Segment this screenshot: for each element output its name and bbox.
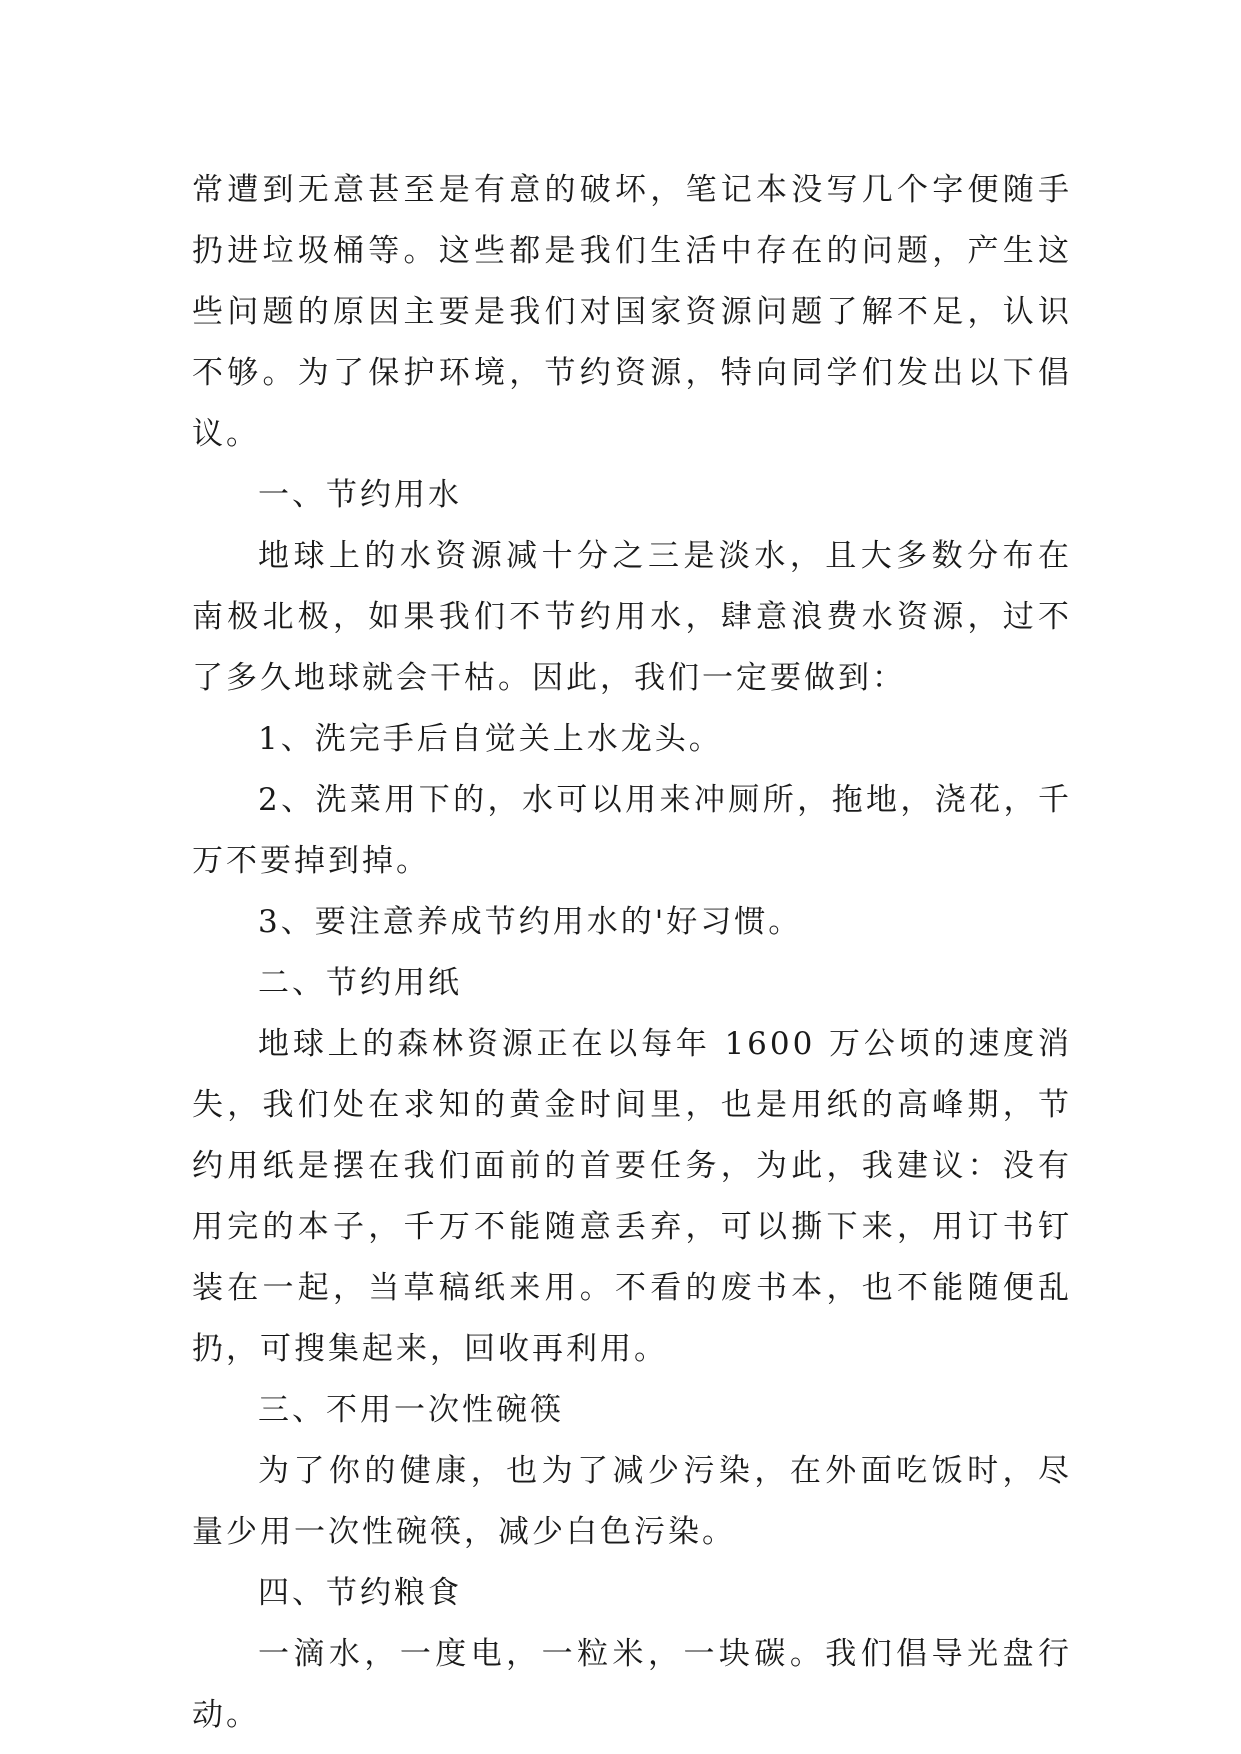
paragraph-water: 地球上的水资源减十分之三是淡水，且大多数分布在南极北极，如果我们不节约用水，肆意浪费水资源，过不了多久地球就会干枯。因此，我们一定要做到： [192, 538, 1072, 696]
paragraph-intro: 常遭到无意甚至是有意的破坏，笔记本没写几个字便随手扔进垃圾桶等。这些都是我们生活中存在的问题，产生这些问题的原因主要是我们对国家资源问题了解不足，认识不够。为了保护环境，节约资源，特向同学们发出以下倡议。 [192, 172, 1072, 452]
section-heading-tableware: 三、不用一次性碗筷 [258, 1392, 564, 1428]
paragraph-food: 一滴水，一度电，一粒米，一块碳。我们倡导光盘行动。 [192, 1636, 1072, 1733]
document-body [192, 160, 1072, 1746]
section-heading-food: 四、节约粮食 [258, 1575, 462, 1611]
list-item-water-3: 3、要注意养成节约用水的'好习惯。 [258, 904, 803, 940]
section-heading-paper: 二、节约用纸 [258, 965, 462, 1001]
paragraph-tableware: 为了你的健康，也为了减少污染，在外面吃饭时，尽量少用一次性碗筷，减少白色污染。 [192, 1453, 1072, 1550]
paragraph-paper: 地球上的森林资源正在以每年 1600 万公顷的速度消失，我们处在求知的黄金时间里，也是用纸的高峰期，节约用纸是摆在我们面前的首要任务，为此，我建议：没有用完的本子，千万不能随意丢弃，可以撕下来，用订书钉装在一起，当草稿纸来用。不看的废书本，也不能随便乱扔，可搜集起来，回收再利用。 [192, 1026, 1072, 1367]
section-heading-water: 一、节约用水 [258, 477, 462, 513]
list-item-water-1: 1、洗完手后自觉关上水龙头。 [258, 721, 723, 757]
list-item-water-2: 2、洗菜用下的，水可以用来冲厕所，拖地，浇花，千万不要掉到掉。 [192, 782, 1072, 879]
